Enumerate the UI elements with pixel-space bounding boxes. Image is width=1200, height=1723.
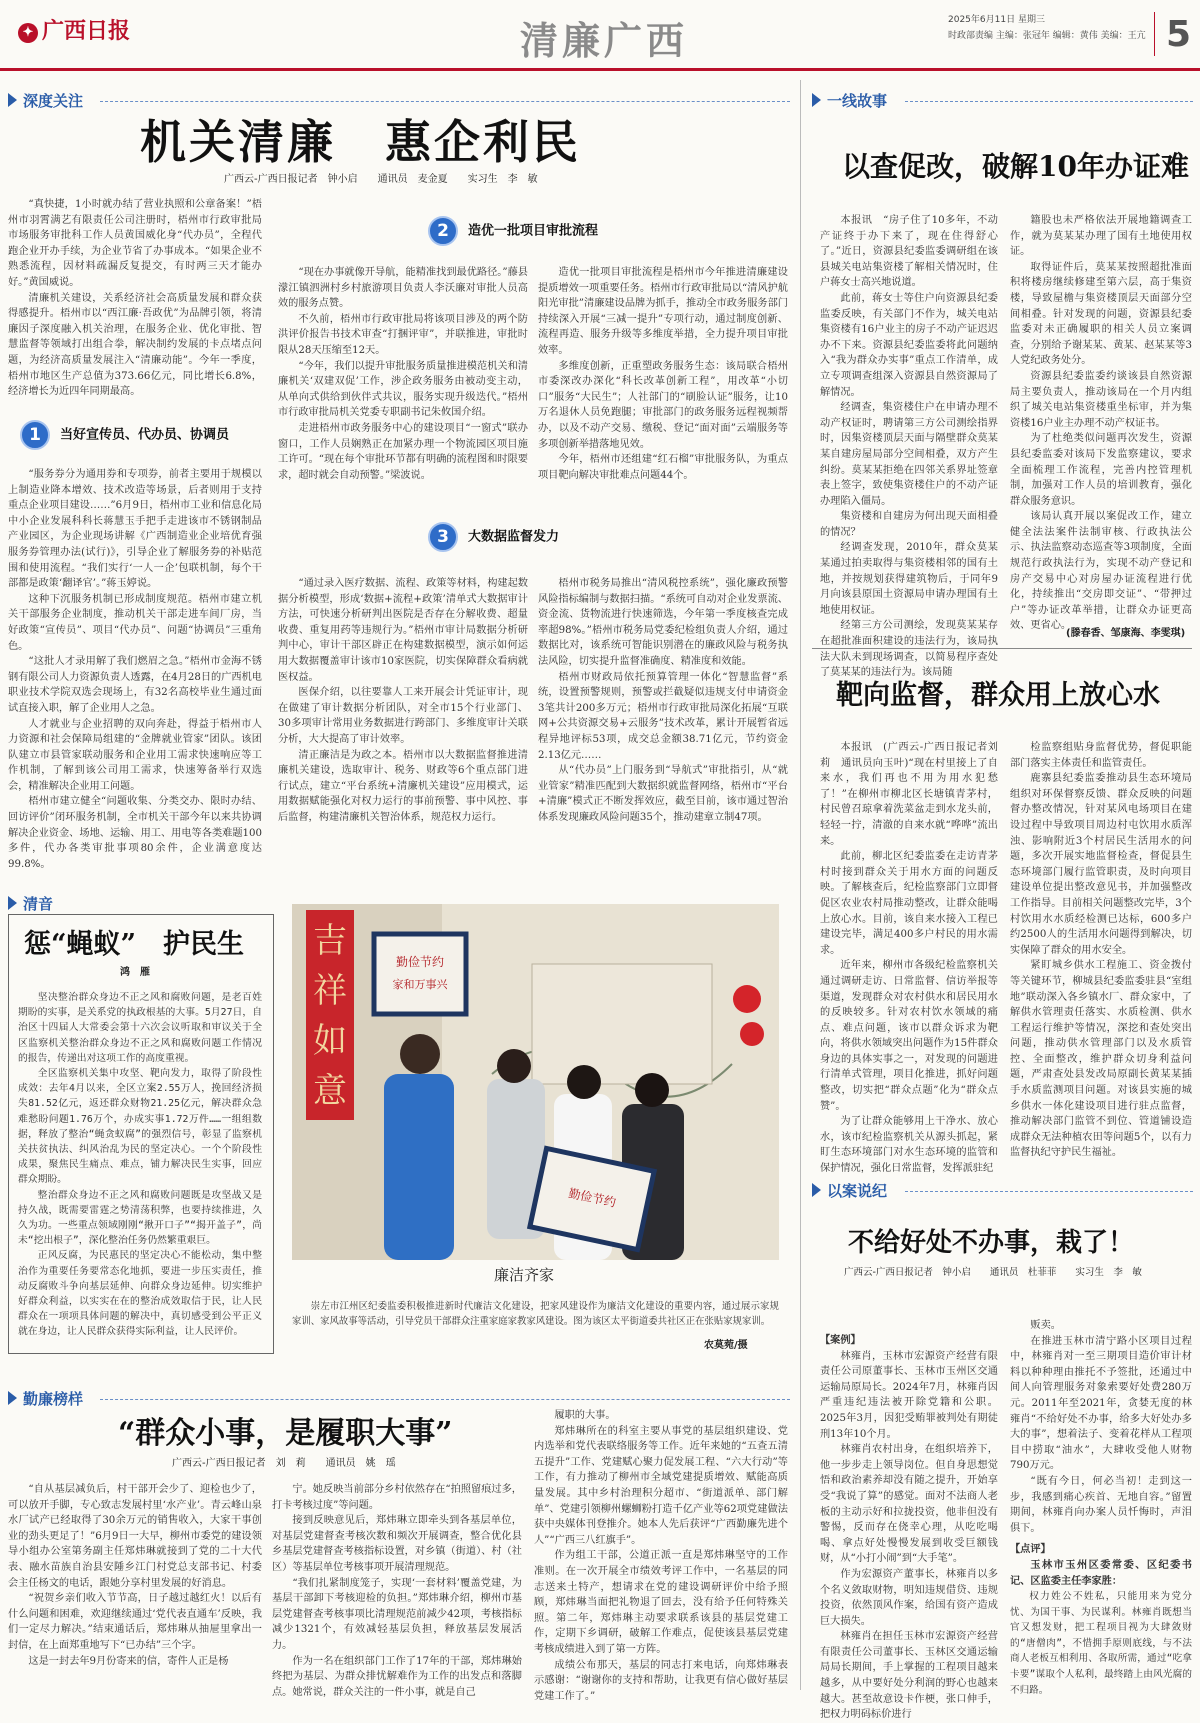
target-body-col2: 检监察组贴身监督优势，督促职能部门落实主体责任和监管责任。 鹿寨县纪委监委推动县生态环境局组织对环保督察反馈、群众反映的问题督办整改情况，针对某风电场项目在建设过程中导致项目周边村屯饮用水质浑浊、影响附近3个村居民生活用水的问题，多次开展实地监督检查，督促县生态环境部门履行监管职责，及时向项目建设单位提出整改意见书，并加强整改工作指导。目前相关问题整改完毕，3个村饮用水水质经检测已达标，600多户约2500人的生活用水问题得到解决，切实保障了群众的用水安全。 紧盯城乡供水工程施工、资金拨付等关键环节，柳城县纪委监委驻县“室组地”联动深入各乡镇水厂、群众家中，了解供水管理责任落实、水质检测、供水工程运行维护等情况，深挖和查处突出问题，推动供水管理部门以及水质管控、全面整改，维护群众切身利益问题，严肃查处县发改局原副长黄某某插手水质监测项目问题。对该县实施的城乡供水一体化建设项目进行驻点监督，推动解决部门监管不到位、管道铺设造成群众无法种植农田等问题5个，以有力监督执纪守护民生福祉。 bbox=[1010, 742, 1192, 1159]
target-body-col1: 本报讯 (广西云-广西日报记者刘莉 通讯员向玉叶)“现在村里接上了自来水，我们再也不用为用水犯愁了！”在柳州市柳北区长塘镇青茅村，村民曾召琼拿着洗菜盆走到水龙头前，轻轻一拧，清澈的自来水就“哗哗”流出来。 此前，柳北区纪委监委在走访青茅村时接到群众关于用水方面的问题反映。了解核查后，纪检监察部门立即督促区农业农村局推动整改，让群众能喝上放心水。目前，该自来水接入工程已建设完毕，满足400多户村民的用水需求。 近年来，柳州市各级纪检监察机关通过调研走访、日常监督、信访举报等渠道，发现群众对农村供水和居民用水的反映较多。针对农村饮水领域的痛点、难点问题，该市以群众诉求为靶向，将供水领域突出问题作为15件群众身边的具体实事之一，对发现的问题进行清单式管理，项目化推进，抓好问题整改，切实把“群众点题”化为“群众点赞”。 为了让群众能够用上干净水、放心水，该市纪检监察机关从源头抓起，紧盯生态环境部门对水生态环境的监管和保护情况，强化日常监督，发挥派驻纪 bbox=[820, 742, 998, 1175]
deep-section-2: 造优一批项目审批流程是梧州市今年推进清廉建设提质增效一项重要任务。梧州市行政审批局以“清风护航 阳光审批”清廉建设品牌为抓手，推动全市政务服务部门持续深入开展“三减一提升”专项行动，通过制度创新、流程再造、服务升级等多维度举措，全力提升项目审批效率。 多维度创新，正重塑政务服务生态：该局联合梧州市委深改办深化“科长改革创新工程”，用改革“小切口”服务“大民生”；人社部门的“刷脸认证”服务，让10万名退休人员免跑腿；审批部门的政务服务远程视频帮办，以及不动产交易、缴税、登记“面对面”云端服务等多项创新举措落地见效。 今年，梧州市还组建“红石榴”审批服务队，为重点项目靶向解决审批难点问题44个。 bbox=[538, 267, 799, 481]
editors-line: 时政部责编 主编：张冠年 编辑：黄伟 美编：王亢 bbox=[948, 31, 1146, 41]
photo-caption: 崇左市江州区纪委监委积极推进新时代廉洁文化建设，把家风建设作为廉洁文化建设的重要内容，通过展示家规家训、家风故事等活动，引导党员干部群众注重家庭家教家风建设。图为该区太平街道委共社区正在张贴家规家训。 bbox=[292, 1301, 779, 1327]
column-tag-story: 一线故事 bbox=[812, 90, 887, 111]
deep-headline: 机关清廉 惠企利民 bbox=[140, 115, 581, 169]
scroll-char: 祥 bbox=[313, 971, 347, 1011]
case-byline: 广西云-广西日报记者 钟小启 通讯员 杜菲菲 实习生 李 敏 bbox=[844, 1267, 1142, 1278]
page-number: 5 bbox=[1166, 14, 1192, 55]
divider bbox=[100, 1399, 790, 1400]
scroll-char: 意 bbox=[313, 1071, 347, 1111]
divider bbox=[905, 1191, 1193, 1192]
person-head bbox=[635, 1073, 669, 1107]
issue-date: 2025年6月11日 星期三 bbox=[948, 15, 1045, 25]
column-tag-case: 以案说纪 bbox=[812, 1180, 887, 1201]
person-head bbox=[497, 1049, 531, 1083]
honor-headline: “群众小事，是履职大事” bbox=[118, 1416, 453, 1451]
lantern bbox=[740, 1022, 764, 1046]
honor-byline: 广西云-广西日报记者 刘 莉 通讯员 姚 瑶 bbox=[172, 1458, 396, 1469]
story-headline: 以查促改，破解10年办证难 bbox=[842, 150, 1189, 183]
wall-sign-text: 家和万事兴 bbox=[392, 978, 448, 991]
column-tag-honor: 勤廉榜样 bbox=[8, 1388, 83, 1409]
divider bbox=[100, 101, 790, 102]
scroll-char: 如 bbox=[313, 1021, 347, 1061]
masthead-divider bbox=[1154, 12, 1155, 56]
photo-credit: 农莫菀/摄 bbox=[704, 1340, 748, 1351]
person-blue-shirt bbox=[384, 1074, 454, 1260]
newspaper-logo: ✦ 广西日报 bbox=[18, 14, 130, 45]
qingyin-headline: 惩“蝇蚁” 护民生 bbox=[24, 929, 245, 960]
wall-sign-text: 勤俭节约 bbox=[395, 955, 445, 969]
honor-body-col1: “自从基层减负后，村干部开会少了、迎检也少了，可以放开手脚，专心致志发展村里‘水产业’。青云峰山泉水厂试产已经取得了30余万元的销售收入，大家干事创业的劲头更足了！”6月9日一大早，柳州市委党的建设领导小组办公室第务副主任郑炜琳就接到了党的二十大代表、融水苗族自治县安陲乡江门村党总支部书记、村委会主任杨文的电话，跟她分享村里发展的好消息。 “祝贺乡亲们收入节节高，日子越过越红火！以后有什么问题和困难，欢迎继续通过‘党代表直通车’反映，我们一定尽力解决。”结束通话后，郑炜琳从抽屉里拿出一封信，在上面郑重地写下“已办结”三个字。 这是一封去年9月份寄来的信，寄件人正是杨 bbox=[8, 1484, 262, 1667]
deep-section-3-right: 梧州市税务局推出“清风税控系统”，强化廉政预警风险指标编制与数据扫描。“系统可自动对企业发票流、资金流、货物流进行快速筛选，今年第一季度核查完成率超98%。”梧州市税务局党委纪检组负责人介绍，通过数据比对，该系统可智能识别潜在的廉政风险与税务执法风险，切实提升监督准确度、精准度和效能。 梧州市财政局依托预算管理一体化“智慧监督”系统，设置预警规则，预警或拦截疑似违规支付申请资金3笔共计200多万元；梧州市行政审批局深化拓展“互联网+公共资源交易+云服务”技术改革，累计开展暂省远程异地评标53项，成交总金额38.71亿元，节约资金2.13亿元…… 从“代办员”上门服务到“导航式”审批指引，从“就业管家”精准匹配到大数据织就监督网络，梧州市“平台+清廉”模式正不断发挥效应，截至目前，该市通过智治体系发现廉政风险问题35个，推动建章立制47项。 bbox=[538, 578, 788, 823]
target-headline: 靶向监督，群众用上放心水 bbox=[836, 680, 1160, 711]
divider bbox=[905, 101, 1193, 102]
deep-subhead-2: 2 造优一批项目审批流程 bbox=[428, 216, 598, 246]
number-badge-3: 3 bbox=[428, 522, 458, 552]
photo-title: 廉洁齐家 bbox=[494, 1266, 555, 1284]
deep-section-1: “服务券分为通用券和专项券，前者主要用于规模以上制造业降本增效、技术改造等场景，后者则用于支持重点企业项目建设……”6月9日，梧州市工业和信息化局中小企业发展科科长蒋慧玉手把手走进该市不锈钢制品产业园区，为企业现场讲解《广西制造业企业培优育强服务券管理办法(试行)》，引导企业了解服务券的补贴范围和使用流程。“我们实行‘一人一企’包联机制，每个干部都是政策‘翻译官’。”蒋玉婷说。 这种下沉服务机制已形成制度规范。梧州市建立机关干部服务企业制度，推动机关干部走进车间厂房，当好政策“宣传员”、项目“代办员”、问题“协调员”三重角色。 “这批人才录用解了我们燃眉之急。”梧州市金海不锈钢有限公司人力资源负责人透露，在4月28日的广西机电职业技术学院双选会现场上，有32名高校毕业生通过面试直接入职，解了企业用人之急。 人才就业与企业招聘的双向奔赴，得益于梧州市人力资源和社会保障局组建的“金牌就业管家”团队。该团队建立市县管家联动服务和企业用工需求快速响应等工作机制，了解到该公司用工需求，快速筹备举行双选会，精准解决企业用工问题。 梧州市建立健全“问题收集、分类交办、限时办结、回访评价”闭环服务机制，全市机关干部今年以来共协调解决企业资金、场地、运输、用工、用电等各类难题100多件，代办各类审批事项80余件，企业满意度达99.8%。 bbox=[8, 469, 262, 870]
number-badge-2: 2 bbox=[428, 216, 458, 246]
person-head bbox=[400, 1034, 440, 1074]
scroll-char: 吉 bbox=[313, 921, 347, 961]
story-body-col2: 籍股也未严格依法开展地籍调查工作，就为莫某某办理了国有土地使用权证。 取得证件后，莫某某按照超批准面积将楼房继续修建至第六层，高于集资楼，导致屋檐与集资楼顶层天面部分空间相叠。针对发现的问题，资源县纪委监委对未正确履职的相关人员立案调查，分别给予谢某某、黄某、赵某某等3人党纪政务处分。 资源县纪委监委约谈该县自然资源局主要负责人，推动该局在一个月内组织了城关电站集资楼重坐标审，并为集资楼16户业主办理不动产权证书。 为了杜绝类似问题再次发生，资源县纪委监委对该局下发监察建议，要求全面梳理工作流程，完善内控管理机制，加强对工作人员的培训教育，强化群众服务意识。 该局认真开展以案促改工作，建立健全法法案件法制审核、行政执法公示、执法监察动态巡查等3项制度，全面规范行政执法行为，实现不动产登记和房产交易中心对房屋办证流程进行优化，持续推出“交房即交证”、“带押过户”等办证改革举措，让群众办证更高效、更省心。 bbox=[1010, 215, 1192, 632]
photo-illustration bbox=[292, 904, 779, 1260]
story-body-col1: 本报讯 “房子住了10多年，不动产证终于办下来了，现在住得舒心了。”近日，资源县纪委监委调研组在该县城关电站集资楼了解相关情况时，住户蒋女士高兴地说道。 此前，蒋女士等住户向资源县纪委监委反映，有关部门不作为，城关电站集资楼有16户业主的房子不动产证迟迟办不下来。资源县纪委监委将此问题纳入“我为群众办实事”重点工作清单，成立专项调查组深入资源县自然资源局了解情况。 经调查，集资楼住户在申请办理不动产权证时，聘请第三方公司测绘指界时，因集资楼顶层天面与隔壁群众莫某某自建房屋局部分空间相叠，双方产生纠纷。莫某某拒绝在四邻关系界址签章表上签字，致使集资楼住户的不动产证办理陷入僵局。 集资楼和自建房为何出现天面相叠的情况？ 经调查发现，2010年，群众莫某某通过拍卖取得与集资楼相邻的国有土地，并按规划获得建筑物后，于同年9月向该县原国土资源局申请办理国有土地使用权证。 经第三方公司测绘，发现莫某某存在超批准面积建设的违法行为，该局执法大队未到现场调查，以简易程序查处了莫某某的违法行为。该局随 bbox=[820, 215, 998, 679]
column-tag-qingyin: 清音 bbox=[8, 893, 53, 914]
held-sign-text: 勤俭节约 bbox=[567, 1186, 618, 1210]
deep-section-3-left: “通过录入医疗数据、流程、政策等材料，构建起数据分析模型，形成‘数据+流程+政策’清单式大数据审计方法，可快速分析研判出医院是否存在分解收费、超量收费、重复用药等违规行为。”梧州市审计局数据分析研判中心，审计干部区辟正在构建数据模型，演示如何运用大数据覆盖审计该市10家医院，切实保障群众看病就医权益。 医保介绍，以往要靠人工来开展会计凭证审计，现在做建了审计数据分析团队，对全市15个行业部门、30多项审计常用业务数据进行跨部门、多维度审计关联分析，大大提高了审计效率。 清正廉洁是为政之本。梧州市以大数据监督推进清廉机关建设，选取审计、税务、财政等6个重点部门进行试点，建立“平台系统+清廉机关建设”应用模式，运用数据赋能强化对权力运行的事前预警、事中风控、事后监督，构建清廉机关智治体系，规范权力运行。 bbox=[278, 578, 528, 823]
lantern bbox=[733, 985, 761, 1013]
deep-subhead-1: 1 当好宣传员、代办员、协调员 bbox=[20, 420, 229, 450]
qingyin-body: 坚决整治群众身边不正之风和腐败问题，是老百姓期盼的实事，是关系党的执政根基的大事。5月27日，自治区十四届人大常委会第十六次会议听取和审议关于全区监察机关整治群众身边不正之风和腐败问题工作情况的报告，传递出对这项工作的高度重视。 全区监察机关集中攻坚、靶向发力，取得了阶段性成效：去年4月以来，全区立案2.55万人，挽回经济损失81.52亿元，返还群众财物21.25亿元，解决群众急难愁盼问题1.76万个，办成实事1.72万件……一组组数据，释放了整治“蝇贪蚁腐”的强烈信号，彰显了监察机关扶贫执法、纠风治乱为民的坚定决心。一个个阶段性成果，聚焦民生痛点、难点，铺力解决民生实事，回应群众期盼。 整治群众身边不正之风和腐败问题既是攻坚战又是持久战，既需要雷霆之势清荡积弊，也要持续推进，久久为功。一些重点领域刚刚“揪开口子”“揭开盖子”，尚未“挖出根子”，深化整治任务仍然繁重艰巨。 正风反腐，为民惠民的坚定决心不能松动，集中整治作为重要任务要常态化地抓，要进一步压实责任，推动反腐败斗争向基层延伸、向群众身边延伸。切实维护好群众利益，以实实在在的整治成效取信于民，让人民群众在一项项具体问题的解决中，真切感受到公平正义就在身边，让人民群众获得实际利益，让人民评价。 bbox=[18, 992, 262, 1338]
person-head bbox=[567, 1065, 601, 1099]
deep-byline: 广西云-广西日报记者 钟小启 通讯员 麦金夏 实习生 李 敏 bbox=[224, 174, 538, 185]
number-badge-1: 1 bbox=[20, 420, 50, 450]
honor-body-col3: 履职的大事。 郑炜琳所在的科室主要从事党的基层组织建设、党内选举和党代表联络服务等工作。近年来她的“五查五清五提升”工作、党建赋心聚力促发展工程、“六大行动”等工作，有力推动了柳州市全域党建提质增效、赋能高质量发展。其中乡村治理积分超市、“街道派单、部门解单”、党建引领柳州螺蛳粉打造千亿产业等62项党建做法获中央媒体刊登推介。她本人先后获评“广西勤廉先进个人”“广西三八红旗手”。 作为组工干部，公道正派一直是郑炜琳坚守的工作准则。在一次开展全市绩效考评工作中，一名基层的同志送来土特产，想请求在党的建设调研评价中给予照顾，郑炜琳当面把礼物退了回去，没有给予任何特殊关照。第二年，郑炜琳主动要求联系该县的基层党建工作，定期下乡调研，破解工作难点，促使该县基层党建考核成绩进入到了第一方阵。 成绩公布那天，基层的同志打来电话，向郑炜琳表示感谢：“谢谢你的支持和帮助，让我更有信心做好基层党建工作了。” bbox=[534, 1410, 788, 1702]
case-body-col1: 【案例】 林雍肖，玉林市宏源资产经营有限责任公司原董事长、玉林市玉州区交通运输局原局长。2024年7月，林雍肖因严重违纪违法被开除党籍和公职。2025年3月，因犯受贿罪被判处有期徒刑13年10个月。 林雍肖农村出身，在组织培养下，他一步步走上领导岗位。但自身思想觉悟和政治素养却没有随之提升，开始享受“我说了算”的感觉。面对不法商人老板的主动示好和拉拢投资，他非但没有警惕，反而存在侥幸心理，从吃吃喝喝、拿点好处慢慢发展到收受巨额钱财，从“小打小闹”到“大手笔”。 作为宏源资产董事长，林雍肖以多个名义敛取财物，明知违规借贷、违规投资，依然顶风作案，给国有资产造成巨大损失。 林雍肖在担任玉林市宏源资产经营有限责任公司董事长、玉林区交通运输局局长期间，手上掌握的工程项目越来越多，从中要好处分利润的野心也越来越大。甚至故意设卡作梗，张口伸手，把权力明码标价进行 bbox=[820, 1335, 998, 1721]
comment-body: 权力姓公不姓私，只能用来为党分忧、为国干事、为民谋利。林雍肖既想当官又想发财，把工程项目视为大肆敛财的“唐僧肉”，不惜拥手原则底线，与不法商人老板互相利用、各取所需，通过“吃拿卡要”谋取个人私利，最终踏上由风光腐的不归路。 bbox=[1010, 1591, 1192, 1696]
qingyin-author: 鸿 雁 bbox=[120, 967, 150, 978]
case-headline: 不给好处不办事，栽了！ bbox=[848, 1228, 1135, 1258]
honor-body-col2: 宁。她反映当前部分乡村依然存在“拍照留痕过多，打卡考核过度”等问题。 接到反映意见后，郑炜琳立即牵头到各基层单位，对基层党建督查考核次数和频次开展调查，整合优化县乡基层党建督查考核指标设置，对乡镇（街道）、村（社区）等基层单位考核事项开展清理规范。 “我们扎紧制度笼子，实现‘一套材料’覆盖党建，为基层干部卸下考核迎检的负担。”郑炜琳介绍，柳州市基层党建督查考核事项比清理规范前减少42项，考核指标减少1321个，有效减轻基层负担，释放基层发展活力。 作为一名在组织部门工作了17年的干部，郑炜琳始终把为基层、为群众排忧解难作为工作的出发点和落脚点。她常说，群众关注的一件小事，就是自己 bbox=[272, 1484, 522, 1698]
section-title: 清廉广西 bbox=[520, 19, 689, 63]
deep-subhead-3: 3 大数据监督发力 bbox=[428, 522, 559, 552]
case-body-col2: 贩卖。 在推进玉林市清宁路小区项目过程中，林雍肖对一至三期项目造价审计材料以种种理由推托不予签批，还通过中间人向管理服务对象索要好处费280万元。2011年至2021年，贪婪无度的林雍肖“不给好处不办事，给多大好处办多大的事”，想着法子、变着花样从工程项目中捞取“油水”，大肆收受他人财物790万元。 “既有今日，何必当初！走到这一步，我感到痛心疾首、无地自容。”留置期间，林雍肖向办案人员忏悔时，声泪俱下。 【点评】 玉林市玉州区委常委、区纪委书记、区监委主任李家胜： 权力姓公不姓私，只能用来为党分忧、为国干事、为民谋利。林雍肖既想当官又想发财，把工程项目视为大肆敛财的“唐僧肉”，不惜拥手原则底线，与不法商人老板互相利用、各取所需，通过“吃拿卡要”谋取个人私利，最终踏上由风光腐的不归路。 bbox=[1010, 1318, 1192, 1693]
story-signoff: (滕春香、邹康海、李雯琪) bbox=[1066, 628, 1186, 639]
column-tag-deep: 深度关注 bbox=[8, 90, 83, 111]
logo-emblem-icon: ✦ bbox=[18, 23, 38, 43]
wall-sign bbox=[374, 934, 466, 1014]
deep-col2: “现在办事就像开导航，能精准找到最优路径。”藤县濛江镇泗洲村乡村旅游项目负责人李沃廉对审批人员高效的服务点赞。 不久前，梧州市行政审批局将该项目涉及的两个防洪评价报告书技术审查“打捆评审”，并联推进，审批时限从28天压缩至12天。 “今年，我们以提升审批服务质量推进模范机关和清廉机关‘双建双促’工作，涉企政务服务由被动变主动，从单向式供给到伙伴式共议，服务实现升级迭代。”梧州市行政审批局机关党委专职副书记朱攸国介绍。 走进梧州市政务服务中心的建设项目“一窗式”联办窗口，工作人员娴熟正在加紧办理一个物流园区项目施工许可。“现在每个审批环节都有明确的流程图和时限要求，超时就会自动预警。”梁波说。 bbox=[278, 267, 528, 481]
case-label: 【案例】 bbox=[820, 1335, 861, 1346]
comment-author: 玉林市玉州区委常委、区纪委书记、区监委主任李家胜： bbox=[1010, 1559, 1192, 1587]
wall-mural bbox=[532, 964, 712, 1084]
divider bbox=[812, 648, 1192, 649]
deep-intro: “真快捷，1小时就办结了营业执照和公章备案！”梧州市羽霄满艺有限责任公司注册时，梧州市行政审批局市场服务审批科工作人员黄国威化身“代办员”，全程代跑企业开办手续，为企业节省了办事成本。“如果企业不熟悉流程，因材料疏漏反复提交，有时两三天才能办好。”黄国威说。 清廉机关建设，关系经济社会高质量发展和群众获得感提升。梧州市以“西江廉·吾政优”为品牌引领，将清廉因子深度融入机关治理，在服务企业、优化审批、智慧监督等领域打出组合拳，解决制约发展的卡点堵点问题，为经济高质量发展注入“清廉动能”。今年一季度，梧州市地区生产总值为373.66亿元，同比增长6.8%，经济增长为近四年同期最高。 bbox=[8, 199, 262, 398]
comment-label: 【点评】 bbox=[1010, 1544, 1051, 1556]
column-rule bbox=[800, 80, 801, 1690]
news-photo bbox=[292, 904, 779, 1260]
